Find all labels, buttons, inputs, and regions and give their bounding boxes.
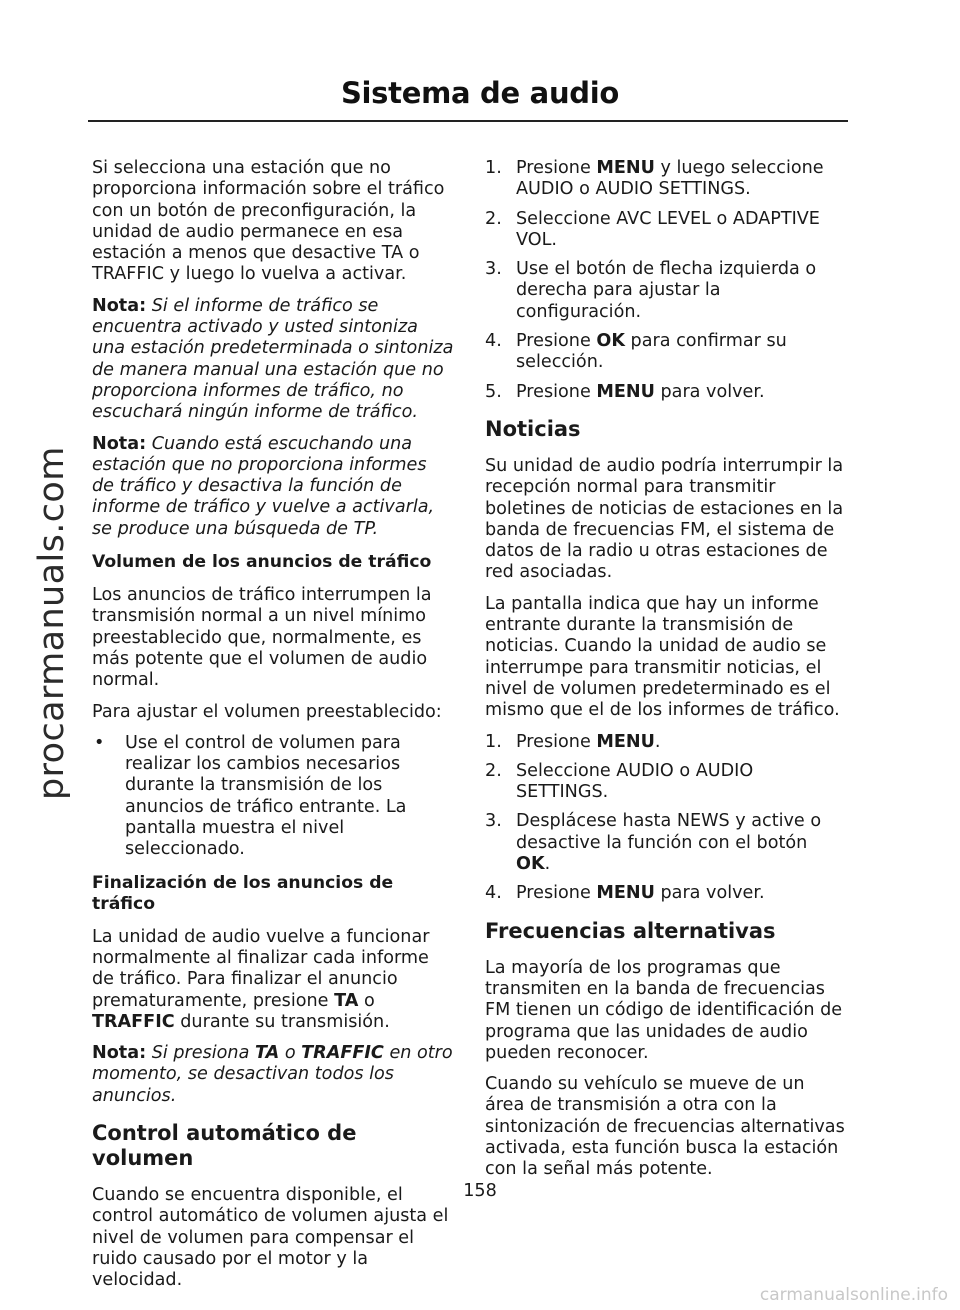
step-item (485, 732, 847, 753)
step-text: para volver. (660, 883, 765, 904)
traffic-volume-paragraph: Los anuncios de tráfico interrumpen la transmisión normal a un nivel mínimo preestablecido que, normalmente, es más potente que el volumen de audio normal. (92, 585, 432, 691)
step-item (485, 331, 847, 374)
step-key: MENU (596, 731, 655, 752)
step-text: para confirmar su selección. (516, 331, 787, 373)
list-item-text: Use el control de volumen para realizar los cambios necesarios durante la transmisión de los anuncios de tráfico entrante. La pantalla muestra el nivel seleccionado. (125, 732, 407, 860)
step-item (485, 382, 847, 403)
note-text: Cuando está escuchando una estación que no proporciona informes de tráfico y desactiva la función de informe de tráfico y vuelve a activarla, se produce una búsqueda de TP. (92, 433, 435, 539)
note-disable-announcements (92, 1043, 454, 1107)
note-text: Si el informe de tráfico se encuentra activado y usted sintoniza una estación predeterminada o sintoniza de manera manual una estación que no proporciona informes de tráfico, no escuchará ningún informe de tráfico. (92, 295, 454, 423)
key-traffic: TRAFFIC (301, 1043, 384, 1064)
paragraph-text: durante su transmisión. (180, 1011, 390, 1032)
paragraph-text: o (363, 990, 375, 1011)
step-text: Seleccione AVC LEVEL o ADAPTIVE VOL. (516, 208, 820, 250)
step-item (485, 209, 847, 252)
note-label: Nota: (92, 433, 147, 454)
end-announcements-paragraph (92, 927, 454, 1033)
note-text: o (284, 1043, 296, 1064)
step-item (485, 259, 847, 323)
step-text: Presione (516, 158, 591, 178)
preset-volume-paragraph: Para ajustar el volumen preestablecido: (92, 701, 442, 722)
step-text: para volver. (660, 381, 765, 402)
list-item (92, 733, 454, 861)
news-paragraph-2: La pantalla indica que hay un informe entrante durante la transmisión de noticias. Cuando la unidad de audio se interrumpe para transmitir noticias, el nivel de volumen predeterminado es el mismo que el de los informes de tráfico. (485, 593, 840, 721)
heading-traffic-volume: Volumen de los anuncios de tráfico (92, 552, 432, 573)
step-number: 1. (485, 731, 502, 752)
auto-volume-paragraph: Cuando se encuentra disponible, el control automático de volumen ajusta el nivel de volumen para compensar el ruido causado por el motor y la velocidad. (92, 1184, 449, 1291)
step-item (485, 811, 847, 875)
step-key: MENU (596, 158, 655, 178)
step-item (485, 883, 847, 904)
step-text: Presione (516, 731, 591, 752)
page-number: 158 (463, 1181, 497, 1201)
note-text: Si presiona (151, 1043, 250, 1064)
paragraph-text: La unidad de audio vuelve a funcionar normalmente al finalizar cada informe de tráfico. Para finalizar el anuncio prematuramente, presione (92, 926, 430, 1011)
note-traffic-report (92, 296, 454, 424)
left-column (92, 158, 454, 1301)
note-label: Nota: (92, 1043, 147, 1064)
intro-paragraph: Si selecciona una estación que no proporciona información sobre el tráfico con un botón de preconfiguración, la unidad de audio permanece en esa estación a menos que desactive TA o TRAFFIC y luego lo vuelva a activar. (92, 158, 445, 285)
step-key: MENU (596, 381, 655, 402)
header-rule (88, 120, 848, 122)
step-text: Seleccione AUDIO o AUDIO SETTINGS. (516, 760, 754, 803)
alt-freq-paragraph-1: La mayoría de los programas que transmiten en la banda de frecuencias FM tienen un código de identificación de programa que las unidades de audio pueden reconocer. (485, 957, 843, 1063)
step-number: 4. (485, 331, 502, 352)
step-number: 2. (485, 760, 502, 781)
note-label: Nota: (92, 295, 147, 316)
step-text: y luego seleccione AUDIO o AUDIO SETTINGS. (516, 158, 824, 200)
heading-auto-volume: Control automático de volumen (92, 1120, 357, 1170)
key-ta: TA (254, 1043, 280, 1064)
heading-alt-frequencies: Frecuencias alternativas (485, 918, 776, 943)
step-number: 1. (485, 158, 502, 178)
step-number: 2. (485, 208, 502, 229)
step-text: . (544, 854, 551, 875)
step-key: OK (596, 331, 625, 352)
step-item (485, 761, 847, 804)
avc-steps (485, 158, 847, 403)
heading-end-announcements: Finalización de los anuncios de tráfico (92, 872, 394, 914)
step-number: 5. (485, 381, 502, 402)
heading-news: Noticias (485, 416, 581, 441)
step-number: 3. (485, 811, 502, 832)
note-tp-search (92, 434, 454, 540)
right-column (485, 158, 847, 1191)
key-traffic: TRAFFIC (92, 1011, 175, 1032)
step-key: MENU (596, 883, 655, 904)
step-text: Use el botón de flecha izquierda o derecha para ajustar la configuración. (516, 259, 817, 322)
footer-watermark: carmanualsonline.info (759, 1285, 948, 1305)
bullet-list (92, 733, 454, 861)
bullet-icon: • (94, 732, 105, 753)
key-ta: TA (334, 990, 359, 1011)
page-title: Sistema de audio (340, 76, 620, 110)
step-text: Desplácese hasta NEWS y active o desactive la función con el botón (516, 811, 822, 853)
step-key: OK (516, 854, 545, 875)
step-text: Presione (516, 381, 591, 402)
step-number: 3. (485, 259, 502, 280)
news-paragraph-1: Su unidad de audio podría interrumpir la recepción normal para transmitir boletines de noticias de estaciones en la banda de frecuencias FM, el sistema de datos de la radio u otras estaciones de red asociadas. (485, 455, 844, 583)
step-text: Presione (516, 883, 591, 904)
step-number: 4. (485, 883, 502, 904)
step-text: . (654, 731, 661, 752)
news-steps (485, 732, 847, 905)
side-watermark: procarmanuals.com (32, 446, 72, 800)
step-item (485, 158, 847, 201)
alt-freq-paragraph-2: Cuando su vehículo se mueve de un área de transmisión a otra con la sintonización de frecuencias alternativas activada, esta función busca la estación con la señal más potente. (485, 1074, 845, 1180)
note-text: en otro momento, se desactivan todos los anuncios. (92, 1043, 453, 1106)
step-text: Presione (516, 331, 591, 352)
